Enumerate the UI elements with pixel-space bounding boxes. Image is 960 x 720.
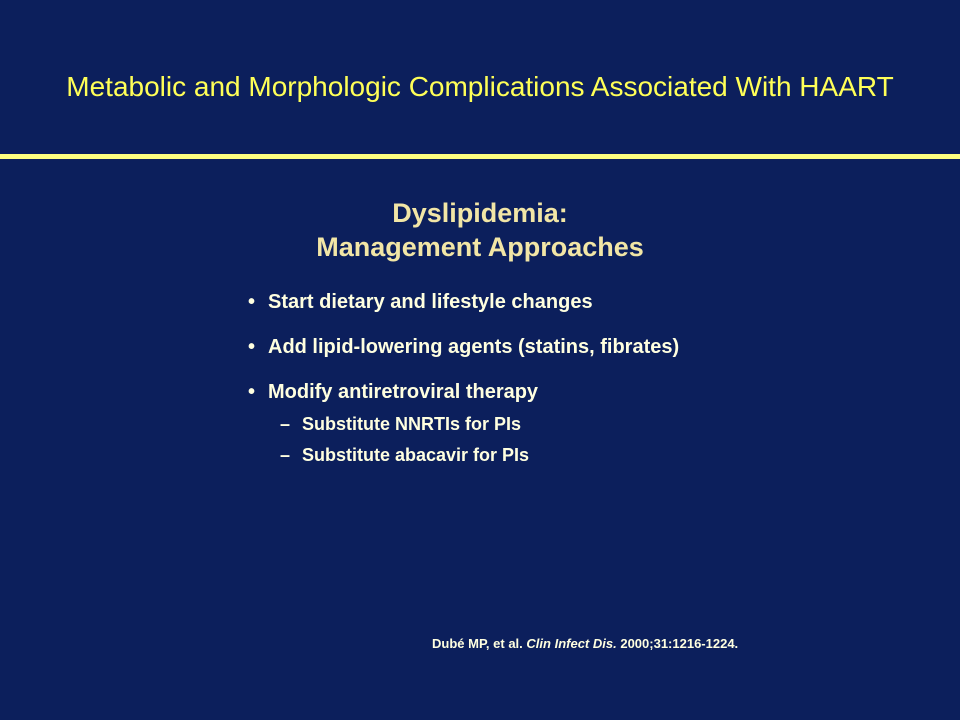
sub-bullet-list [268,409,718,471]
bullet-text: Modify antiretroviral therapy [268,381,539,403]
sub-bullet-item [268,440,718,471]
bullet-text: Start dietary and lifestyle changes [268,291,593,313]
citation-authors: Dubé MP, et al. [432,636,523,651]
dash-icon: – [280,445,291,465]
sub-bullet-text: Substitute NNRTIs for PIs [302,414,522,434]
content-title [250,196,710,264]
sub-bullet-item [268,409,718,440]
title-divider [0,154,960,159]
bullet-item [248,335,718,360]
citation [432,636,738,652]
bullet-dot-icon: • [248,291,256,313]
content-title-line-1: Dyslipidemia: [392,198,568,228]
content-title-line-2: Management Approaches [316,232,644,262]
bullet-dot-icon: • [248,336,256,358]
dash-icon: – [280,414,291,434]
bullet-text: Add lipid-lowering agents (statins, fibrates) [268,336,680,358]
bullet-dot-icon: • [248,381,256,403]
citation-details: 2000;31:1216-1224. [620,636,739,651]
bullet-item [248,380,718,471]
bullet-list [248,290,718,491]
slide-title: Metabolic and Morphologic Complications Associated With HAART [66,71,894,102]
bullet-item [248,290,718,315]
citation-journal: Clin Infect Dis. [526,636,617,651]
sub-bullet-text: Substitute abacavir for PIs [302,445,530,465]
